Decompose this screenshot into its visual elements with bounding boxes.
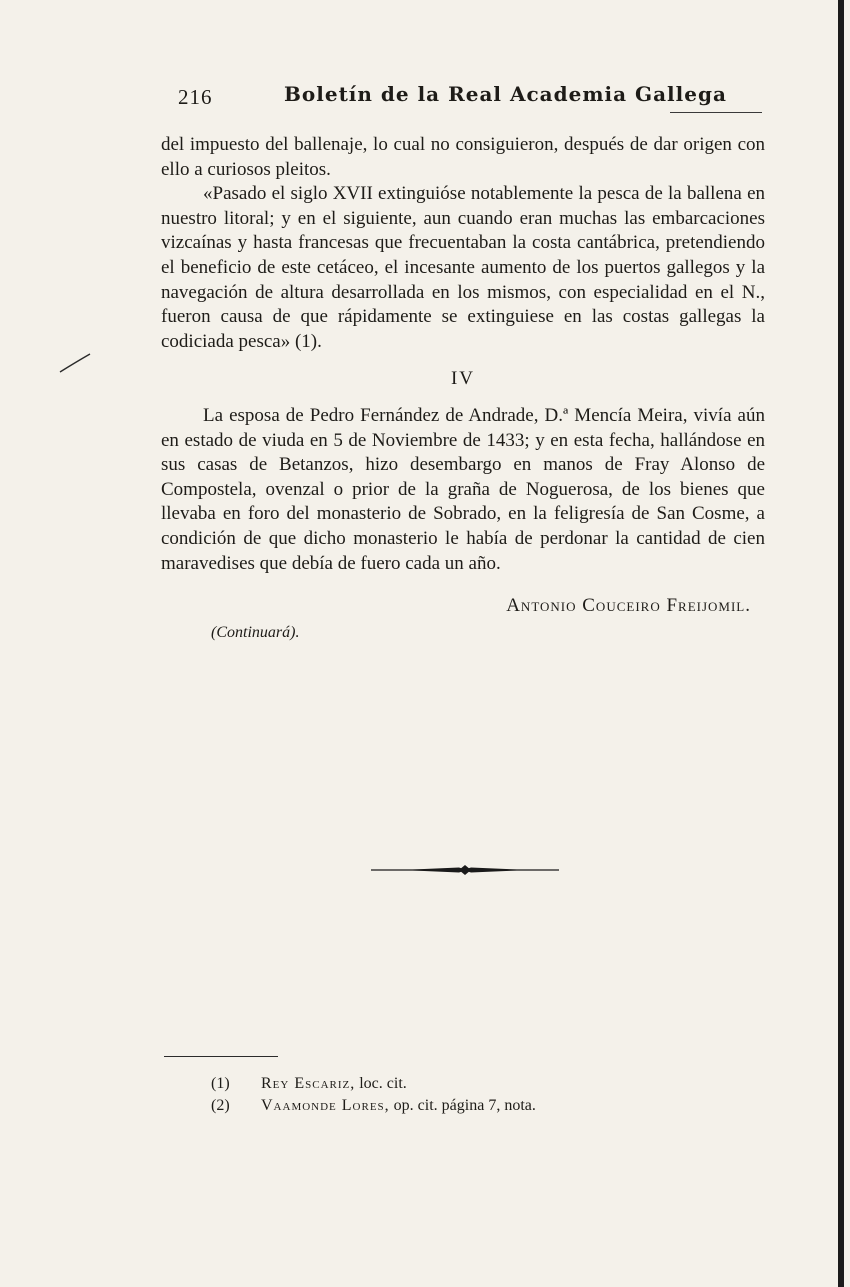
running-head: Boletín de la Real Academia Gallega bbox=[284, 82, 727, 106]
footnotes bbox=[211, 1073, 536, 1117]
page-header bbox=[178, 80, 768, 116]
section-heading: IV bbox=[450, 368, 476, 390]
footnote-rule bbox=[164, 1056, 278, 1057]
footnote bbox=[211, 1073, 536, 1095]
margin-pencil-mark bbox=[58, 352, 92, 374]
footnote-reference: loc. cit. bbox=[359, 1075, 407, 1092]
footnote bbox=[211, 1095, 536, 1117]
paragraph: del impuesto del ballenaje, lo cual no consiguieron, después de dar origen con ello a curiosos pleitos. bbox=[161, 134, 765, 180]
footnote-number: (1) bbox=[211, 1075, 230, 1092]
ornament-divider-icon bbox=[371, 860, 559, 880]
footnote-author: Vaamonde Lores, bbox=[261, 1097, 390, 1114]
footnote-author: Rey Escariz, bbox=[261, 1075, 356, 1092]
author-signature: Antonio Couceiro Freijomil. bbox=[506, 595, 751, 617]
continued-note: (Continuará). bbox=[211, 623, 300, 641]
page-number: 216 bbox=[178, 85, 213, 109]
header-rule bbox=[670, 112, 762, 113]
footnote-number: (2) bbox=[211, 1097, 230, 1114]
page-edge-shadow bbox=[838, 0, 844, 1287]
article-body bbox=[161, 133, 765, 645]
paragraph: «Pasado el siglo XVII extinguióse notablemente la pesca de la ballena en nuestro litoral; y en el siguiente, aun cuando eran muchas las embarcaciones vizcaínas y hasta francesas que frecuentaban la costa cantábrica, pretendiendo el beneficio de este cetáceo, el incesante aumento de los puertos gallegos y la navegación de altura desarrollada en los mismos, con especialidad en el N., fueron causa de que rápidamente se extinguiese en las costas gallegas la codiciada pesca» (1). bbox=[161, 183, 765, 352]
paragraph: La esposa de Pedro Fernández de Andrade, D.ª Mencía Meira, vivía aún en estado de viuda en 5 de Noviembre de 1433; y en esta fecha, hallándose en sus casas de Betanzos, hizo desembargo en manos de Fray Alonso de Compostela, ovenzal o prior de la graña de Noguerosa, de los bienes que llevaba en foro del monasterio de Sobrado, en la feligresía de San Cosme, a condición de que dicho monasterio le había de perdonar la cantidad de cien maravedises que debía de fuero cada un año. bbox=[161, 404, 765, 574]
footnote-reference: op. cit. página 7, nota. bbox=[393, 1097, 536, 1114]
